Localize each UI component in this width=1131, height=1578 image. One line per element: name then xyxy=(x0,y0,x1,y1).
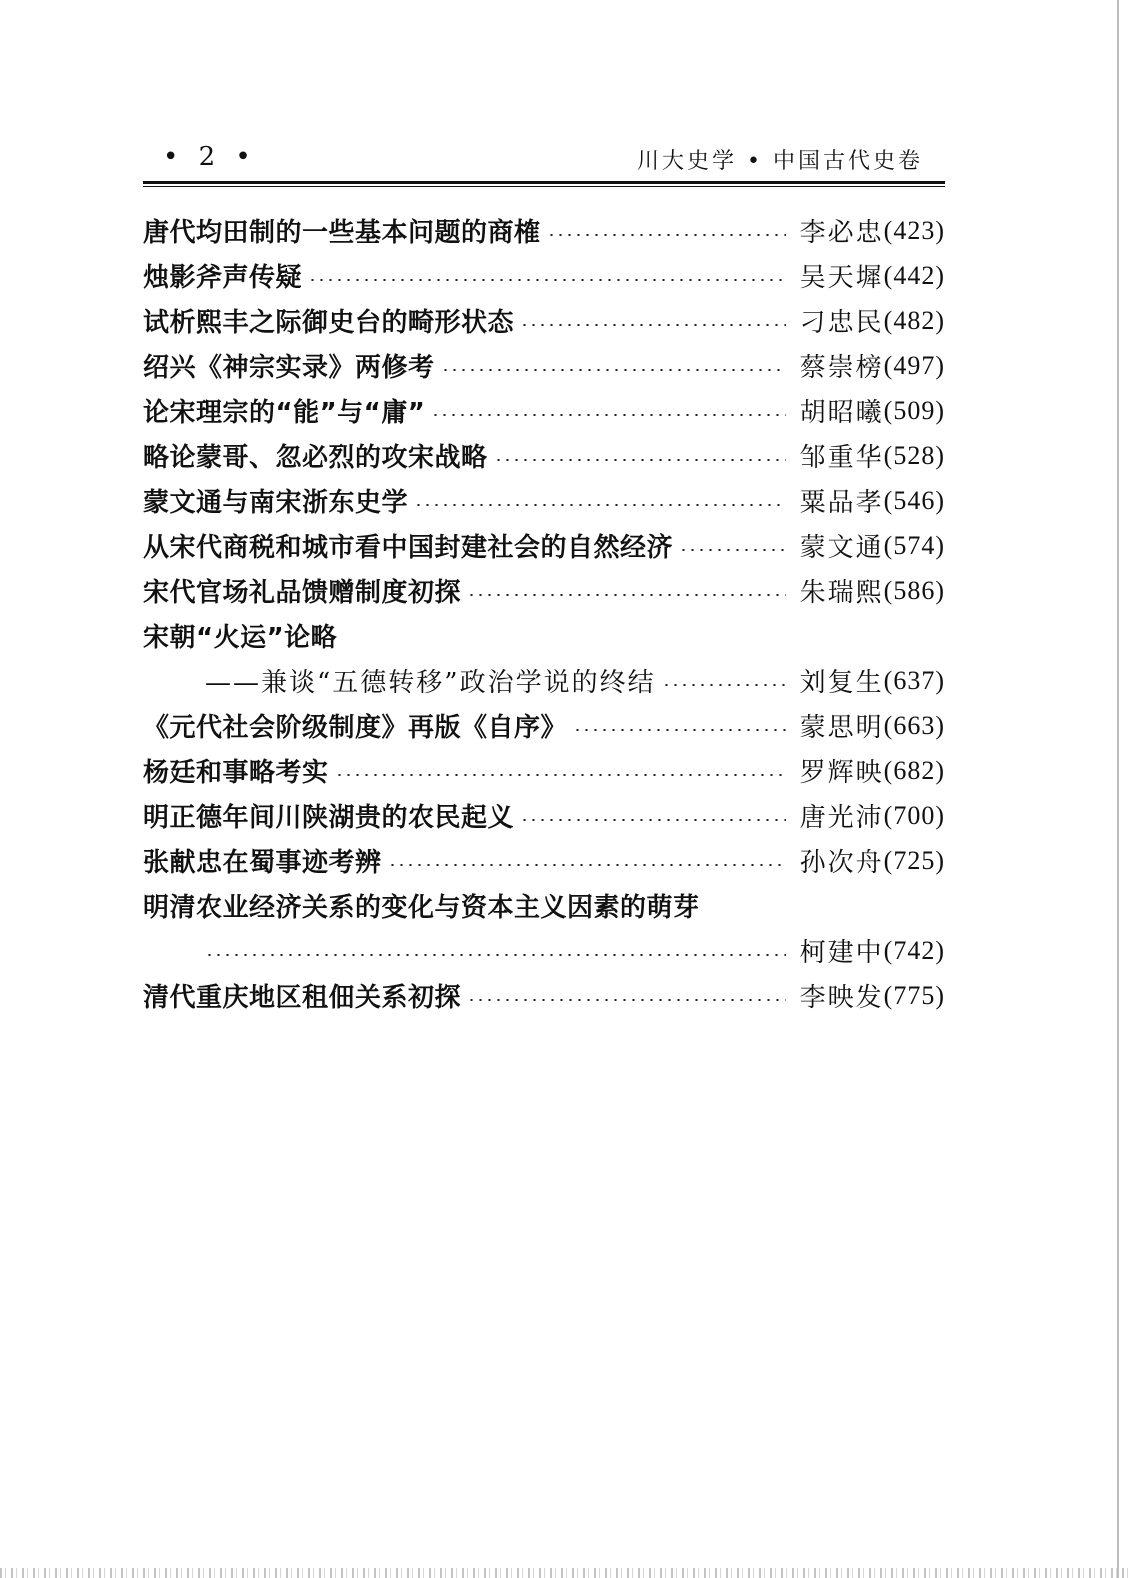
toc-entry xyxy=(143,613,945,658)
toc-entry-title: 蒙文通与南宋浙东史学 xyxy=(143,488,409,518)
dot-leader xyxy=(520,819,786,821)
toc-entry-page: (725) xyxy=(883,845,945,875)
toc-entry-title: 绍兴《神宗实录》两修考 xyxy=(143,353,435,383)
header-rule xyxy=(143,181,945,187)
dot-leader xyxy=(662,684,786,686)
dot-leader xyxy=(431,414,785,416)
toc-entry xyxy=(143,883,945,928)
toc-entry-author: 刁忠民 xyxy=(799,308,884,338)
toc-entry xyxy=(143,343,945,388)
toc-entry-author: 粟品孝 xyxy=(799,488,884,518)
toc-entry-author: 唐光沛 xyxy=(799,803,884,833)
toc-entry-author: 刘复生 xyxy=(799,668,884,698)
toc-entry-page: (742) xyxy=(883,935,945,965)
toc-entry xyxy=(143,748,945,793)
toc-entry-page: (700) xyxy=(883,800,945,830)
scan-bottom-noise xyxy=(0,1568,1131,1578)
dot-leader xyxy=(388,864,786,866)
toc-entry-title: 宋朝“火运”论略 xyxy=(143,623,338,653)
toc-entry-title: 张献忠在蜀事迹考辨 xyxy=(143,848,382,878)
running-title: 川大史学 • 中国古代史卷 xyxy=(637,149,923,174)
toc-entry-page: (528) xyxy=(883,440,945,470)
dot-leader xyxy=(467,999,786,1001)
dot-leader xyxy=(520,324,786,326)
toc-entry-page: (442) xyxy=(883,260,945,290)
toc-entry-title: 明清农业经济关系的变化与资本主义因素的萌芽 xyxy=(143,893,700,923)
toc-entry-author: 李必忠 xyxy=(799,218,884,248)
toc-entry-author: 蔡崇榜 xyxy=(799,353,884,383)
toc-entry-author: 吴天墀 xyxy=(799,263,884,293)
toc-entry-page: (682) xyxy=(883,755,945,785)
toc-entry-title: 杨廷和事略考实 xyxy=(143,758,329,788)
toc-entry-page: (509) xyxy=(883,395,945,425)
toc-entry xyxy=(143,433,945,478)
toc-entry-page: (482) xyxy=(883,305,945,335)
scan-edge-shadow xyxy=(1117,0,1119,1578)
toc-entry-continuation xyxy=(143,658,945,703)
dot-leader xyxy=(308,279,786,281)
toc-entry xyxy=(143,208,945,253)
toc-entry-page: (637) xyxy=(883,665,945,695)
toc-entry-title: 略论蒙哥、忽必烈的攻宋战略 xyxy=(143,443,488,473)
toc-entry xyxy=(143,973,945,1018)
toc-entry-title: 宋代官场礼品馈赠制度初探 xyxy=(143,578,462,608)
toc-entry-title: 烛影斧声传疑 xyxy=(143,263,303,293)
toc-entry-page: (546) xyxy=(883,485,945,515)
toc-entry-author: 李映发 xyxy=(799,983,884,1013)
toc-entry-page: (775) xyxy=(883,980,945,1010)
dot-leader xyxy=(335,774,786,776)
toc-entry xyxy=(143,793,945,838)
toc-entry-page: (423) xyxy=(883,215,945,245)
toc-entry-title: 论宋理宗的“能”与“庸” xyxy=(143,398,426,428)
toc-entry-page: (574) xyxy=(883,530,945,560)
toc-entry xyxy=(143,478,945,523)
dot-leader xyxy=(547,234,786,236)
toc-entry-title: 试析熙丰之际御史台的畸形状态 xyxy=(143,308,515,338)
toc-entry-author: 孙次舟 xyxy=(799,848,884,878)
toc-entry-author: 蒙文通 xyxy=(799,533,884,563)
toc-entry xyxy=(143,703,945,748)
dot-leader xyxy=(205,954,786,956)
toc-entry-author: 朱瑞熙 xyxy=(799,578,884,608)
toc-entry-page: (586) xyxy=(883,575,945,605)
toc-entry-title: 《元代社会阶级制度》再版《自序》 xyxy=(143,713,568,743)
toc-entry-title: 从宋代商税和城市看中国封建社会的自然经济 xyxy=(143,533,674,563)
toc-entry xyxy=(143,523,945,568)
dot-leader xyxy=(467,594,786,596)
page-number: • 2 • xyxy=(163,142,257,172)
dot-leader xyxy=(573,729,786,731)
toc-entry-continuation xyxy=(143,928,945,973)
toc-entry-author: 蒙思明 xyxy=(799,713,884,743)
dot-leader xyxy=(414,504,786,506)
toc-entry xyxy=(143,388,945,433)
toc-entry-author: 罗辉映 xyxy=(799,758,884,788)
toc-entry-author: 柯建中 xyxy=(799,938,884,968)
toc-entry-author: 邹重华 xyxy=(799,443,884,473)
toc-entry-page: (497) xyxy=(883,350,945,380)
toc-entry xyxy=(143,298,945,343)
page-header xyxy=(143,138,945,178)
toc-entry-page: (663) xyxy=(883,710,945,740)
toc-entry-title: 唐代均田制的一些基本问题的商榷 xyxy=(143,218,541,248)
toc-entry-subtitle: ——兼谈“五德转移”政治学说的终结 xyxy=(205,668,656,698)
dot-leader xyxy=(494,459,786,461)
toc-entry-author: 胡昭曦 xyxy=(799,398,884,428)
dot-leader xyxy=(679,549,786,551)
dot-leader xyxy=(441,369,786,371)
toc-entry-title: 清代重庆地区租佃关系初探 xyxy=(143,983,462,1013)
toc-entry-title: 明正德年间川陕湖贵的农民起义 xyxy=(143,803,515,833)
toc-entry xyxy=(143,838,945,883)
toc-entry xyxy=(143,253,945,298)
table-of-contents xyxy=(143,208,945,1018)
toc-entry xyxy=(143,568,945,613)
